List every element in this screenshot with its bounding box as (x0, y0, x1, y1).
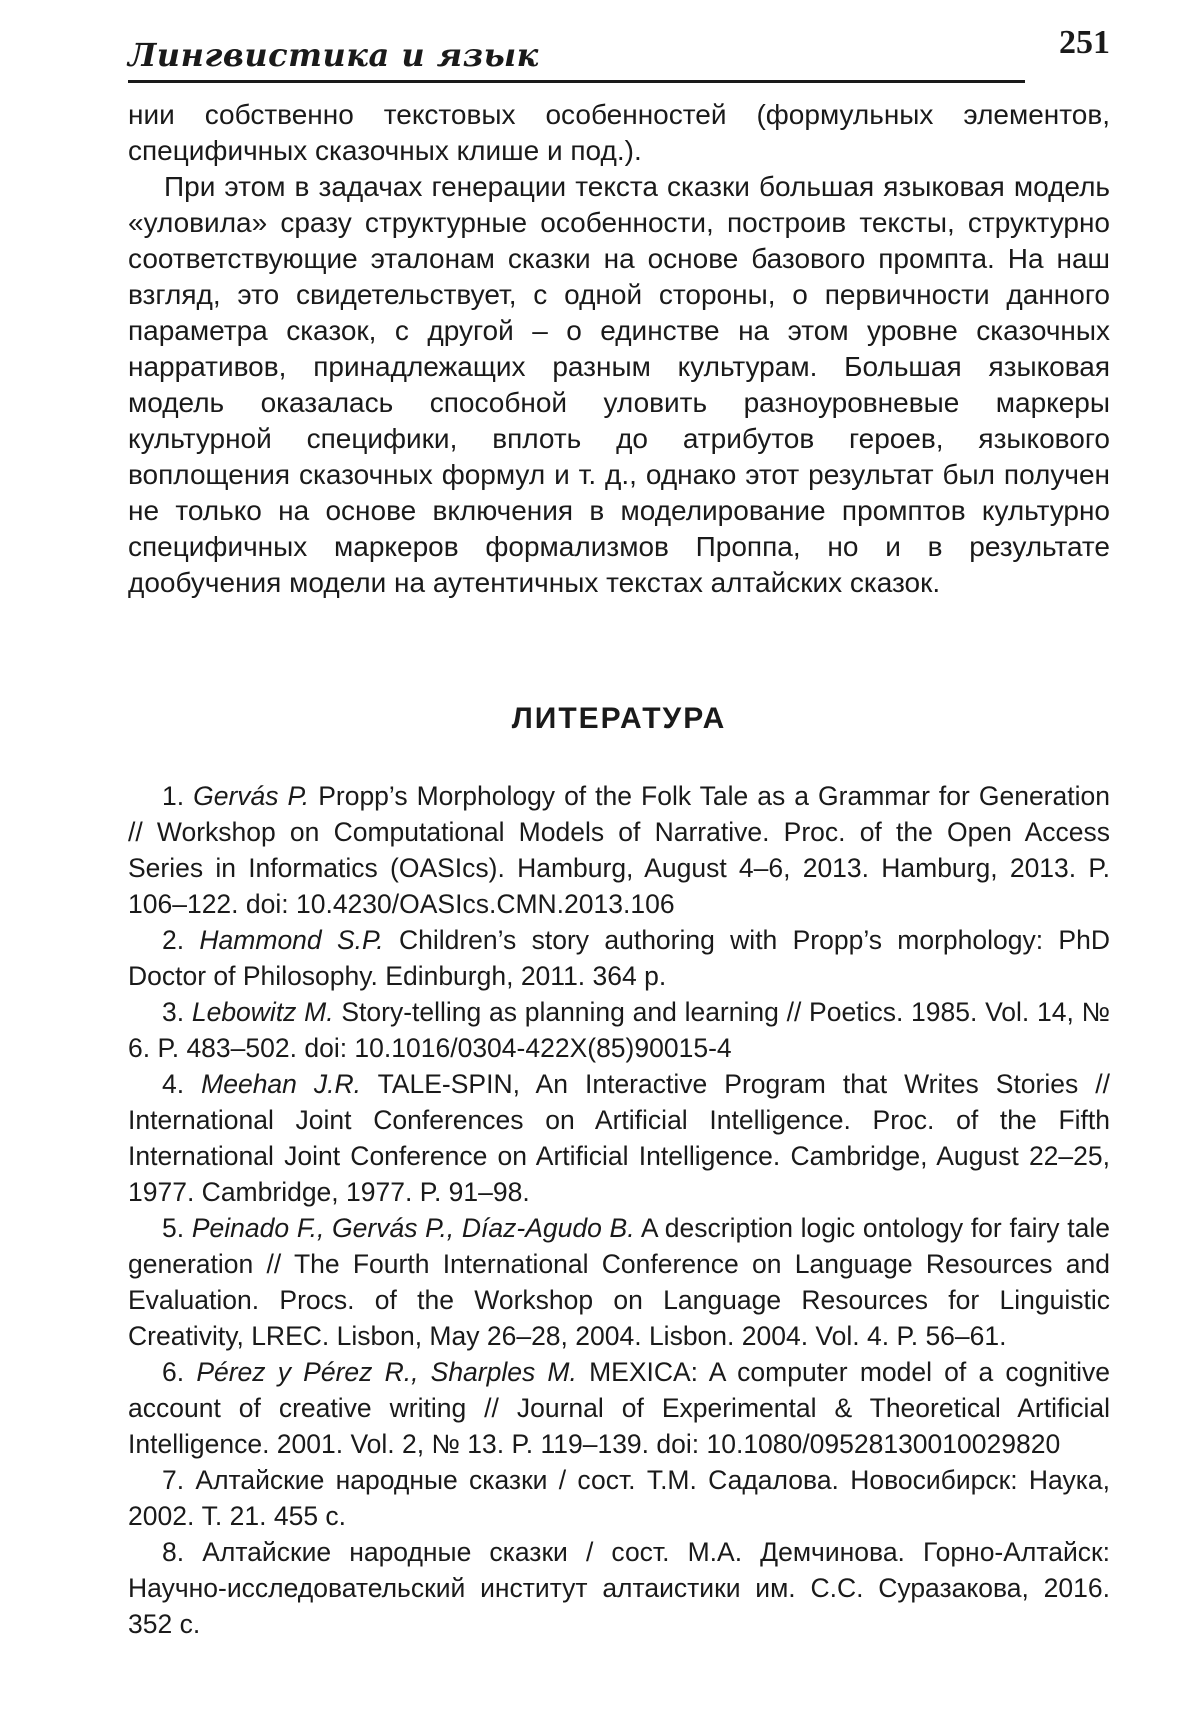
reference-number: 7. (162, 1465, 185, 1495)
reference-text: Children’s story authoring with Propp’s morphology: PhD Doctor of Philosophy. Edinburgh, 2011. 364 p. (128, 925, 1110, 991)
references-list (128, 778, 1110, 1642)
reference-text: MEXICA: A computer model of a cognitive account of creative writing // Journal of Experimental & Theoretical Artificial Intelligence. 2001. Vol. 2, № 13. P. 119–139. doi: 10.1080/09528130010029820 (128, 1357, 1110, 1459)
reference-item (128, 1210, 1110, 1354)
running-head (128, 26, 1025, 83)
reference-text: Алтайские народные сказки / сост. Т.М. Садалова. Новосибирск: Наука, 2002. Т. 21. 455 с. (128, 1465, 1110, 1531)
reference-number: 5. (162, 1213, 185, 1243)
reference-text: TALE-SPIN, An Interactive Program that Writes Stories // International Joint Conferences on Artificial Intelligence. Proc. of the Fifth International Joint Conference on Artificial Intelligence. Cambridge, August 22–25, 1977. Cambridge, 1977. P. 91–98. (128, 1069, 1110, 1207)
body-text (128, 97, 1110, 601)
reference-item (128, 1534, 1110, 1642)
reference-authors: Lebowitz M. (191, 997, 334, 1027)
reference-authors: Hammond S.P. (199, 925, 384, 955)
reference-text: Propp’s Morphology of the Folk Tale as a Grammar for Generation // Workshop on Computational Models of Narrative. Proc. of the Open Access Series in Informatics (OASIcs). Hamburg, August 4–6, 2013. Hamburg, 2013. P. 106–122. doi: 10.4230/OASIcs.CMN.2013.106 (128, 781, 1110, 919)
reference-authors: Pérez y Pérez R., Sharples M. (196, 1357, 577, 1387)
paragraph: При этом в задачах генерации текста сказки большая языковая модель «уловила» сразу структурные особенности, построив тексты, структурно соответствующие эталонам сказки на основе базового промпта. На наш взгляд, это свидетельствует, с одной стороны, о первичности данного параметра сказок, с другой – о единстве на этом уровне сказочных нарративов, принадлежащих разным культурам. Большая языковая модель оказалась способной уловить разноуровневые маркеры культурной специфики, вплоть до атрибутов героев, языкового воплощения сказочных формул и т. д., однако этот результат был получен не только на основе включения в моделирование промптов культурно специфичных маркеров формализмов Проппа, но и в результате дообучения модели на аутентичных текстах алтайских сказок. (128, 171, 1110, 598)
paragraph: нии собственно текстовых особенностей (формульных элементов, специфичных сказочных клише и под.). (128, 99, 1110, 166)
reference-number: 4. (162, 1069, 185, 1099)
reference-number: 3. (162, 997, 185, 1027)
reference-text: A description logic ontology for fairy tale generation // The Fourth International Conference on Language Resources and Evaluation. Procs. of the Workshop on Language Resources for Linguistic Creativity, LREC. Lisbon, May 26–28, 2004. Lisbon. 2004. Vol. 4. P. 56–61. (128, 1213, 1110, 1351)
reference-number: 6. (162, 1357, 185, 1387)
reference-authors: Peinado F., Gervás P., Díaz-Agudo B. (191, 1213, 635, 1243)
references-heading: ЛИТЕРАТУРА (511, 702, 727, 735)
reference-item (128, 778, 1110, 922)
reference-authors: Gervás P. (193, 781, 310, 811)
reference-item (128, 1354, 1110, 1462)
page-number: 251 (1059, 24, 1110, 61)
reference-item (128, 922, 1110, 994)
book-page (128, 0, 1110, 1714)
reference-text: Алтайские народные сказки / сост. М.А. Демчинова. Горно-Алтайск: Научно-исследовательский институт алтаистики им. С.С. Суразакова, 2016. 352 с. (128, 1537, 1110, 1639)
reference-number: 1. (162, 781, 185, 811)
reference-item (128, 1066, 1110, 1210)
reference-item (128, 1462, 1110, 1534)
reference-text: Story-telling as planning and learning // Poetics. 1985. Vol. 14, № 6. P. 483–502. doi: 10.1016/0304-422X(85)90015-4 (128, 997, 1110, 1063)
reference-authors: Meehan J.R. (201, 1069, 362, 1099)
reference-number: 2. (162, 925, 185, 955)
running-title: Лингвистика и язык (128, 36, 539, 74)
reference-number: 8. (162, 1537, 185, 1567)
reference-item (128, 994, 1110, 1066)
